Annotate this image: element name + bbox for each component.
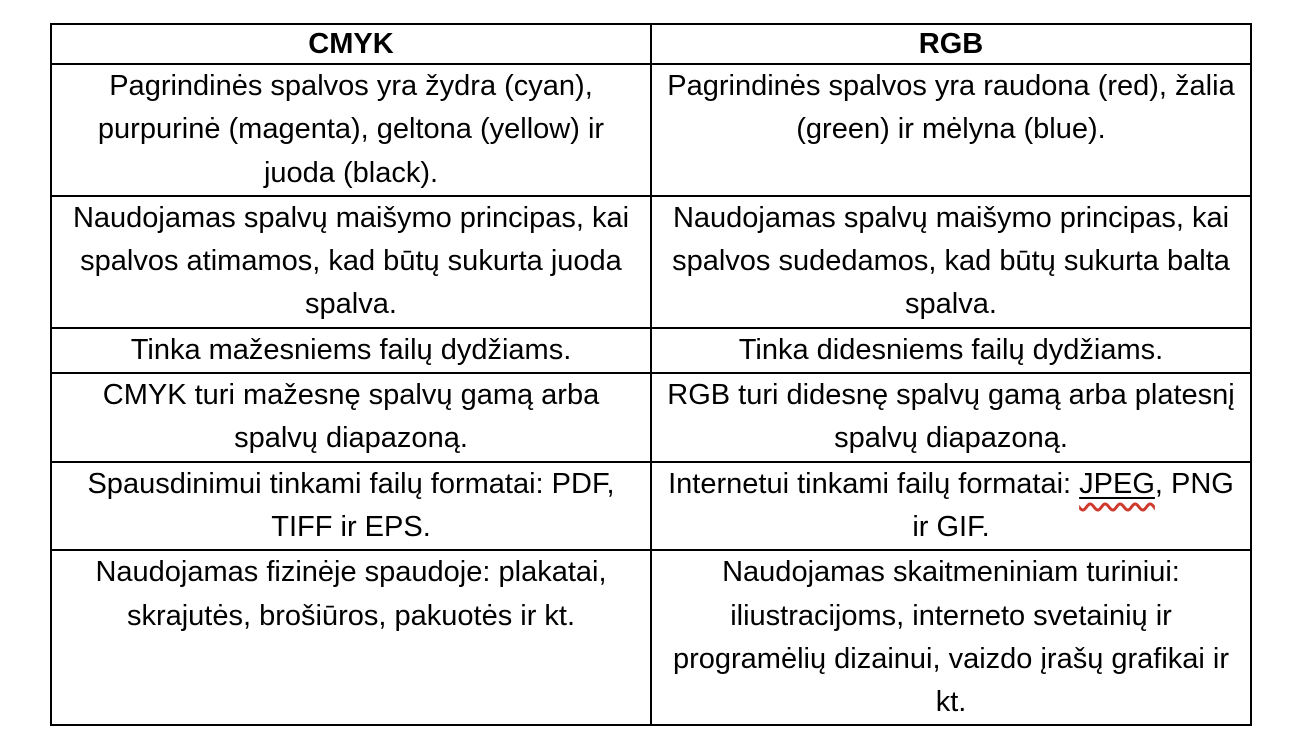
- table-row-color-gamut: [51, 373, 1251, 462]
- table-row-file-sizes: [51, 328, 1251, 373]
- table-body: [51, 64, 1251, 725]
- table-row-file-formats: [51, 462, 1251, 551]
- cell-cmyk-color-gamut: CMYK turi mažesnę spalvų gamą arba spalvų diapazoną.: [51, 373, 651, 462]
- table-header-row: [51, 24, 1251, 64]
- column-header-rgb: RGB: [651, 24, 1251, 64]
- file-formats-text-before: Internetui tinkami failų formatai:: [668, 467, 1080, 500]
- cell-rgb-mixing-principle: Naudojamas spalvų maišymo principas, kai spalvos sudedamos, kad būtų sukurta balta spalva.: [651, 196, 1251, 328]
- table-row-mixing-principle: [51, 196, 1251, 328]
- cell-cmyk-usage: Naudojamas fizinėje spaudoje: plakatai, skrajutės, brošiūros, pakuotės ir kt.: [51, 550, 651, 725]
- cell-rgb-file-formats: [651, 462, 1251, 551]
- cmyk-rgb-comparison-table: [50, 23, 1252, 726]
- table-row-primary-colors: [51, 64, 1251, 196]
- jpeg-underlined-word: JPEG: [1079, 467, 1155, 500]
- table-row-usage: [51, 550, 1251, 725]
- cell-rgb-file-sizes: Tinka didesniems failų dydžiams.: [651, 328, 1251, 373]
- cell-cmyk-mixing-principle: Naudojamas spalvų maišymo principas, kai spalvos atimamos, kad būtų sukurta juoda spalva.: [51, 196, 651, 328]
- cell-rgb-color-gamut: RGB turi didesnę spalvų gamą arba platesnį spalvų diapazoną.: [651, 373, 1251, 462]
- cell-cmyk-file-sizes: Tinka mažesniems failų dydžiams.: [51, 328, 651, 373]
- cell-rgb-usage: Naudojamas skaitmeniniam turiniui: iliustracijoms, interneto svetainių ir programėlių dizainui, vaizdo įrašų grafikai ir kt.: [651, 550, 1251, 725]
- spellcheck-wavy-underline: [1079, 468, 1155, 500]
- file-formats-text-after: , PNG ir GIF.: [912, 467, 1234, 543]
- cell-cmyk-primary-colors: Pagrindinės spalvos yra žydra (cyan), purpurinė (magenta), geltona (yellow) ir juoda (black).: [51, 64, 651, 196]
- cell-cmyk-file-formats: Spausdinimui tinkami failų formatai: PDF, TIFF ir EPS.: [51, 462, 651, 551]
- column-header-cmyk: CMYK: [51, 24, 651, 64]
- cell-rgb-primary-colors: Pagrindinės spalvos yra raudona (red), žalia (green) ir mėlyna (blue).: [651, 64, 1251, 196]
